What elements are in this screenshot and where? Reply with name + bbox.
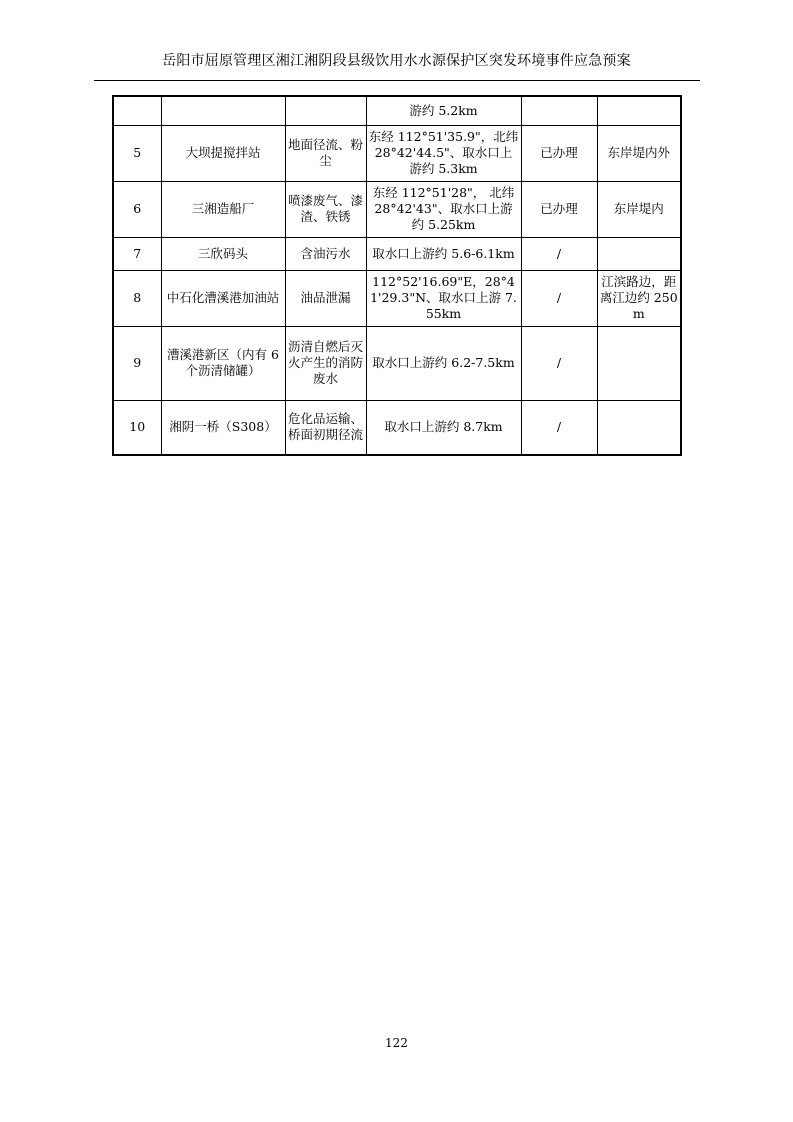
cell-index: 6 — [113, 181, 161, 237]
cell-index — [113, 96, 161, 125]
cell-location: 取水口上游约 5.6-6.1km — [366, 237, 521, 270]
table-row — [113, 125, 681, 181]
cell-location: 东经 112°51'28"， 北纬 28°42'43"、取水口上游约 5.25km — [366, 181, 521, 237]
cell-source-name: 三欣码头 — [161, 237, 285, 270]
cell-position — [597, 96, 681, 125]
cell-risk-type: 危化品运输、桥面初期径流 — [285, 400, 366, 455]
cell-source-name: 大坝提搅拌站 — [161, 125, 285, 181]
cell-permit: / — [521, 270, 597, 326]
cell-position — [597, 326, 681, 400]
cell-permit: 已办理 — [521, 181, 597, 237]
header-rule — [94, 80, 700, 81]
cell-permit: / — [521, 326, 597, 400]
table-row — [113, 96, 681, 125]
cell-position — [597, 237, 681, 270]
cell-permit: / — [521, 237, 597, 270]
cell-index: 10 — [113, 400, 161, 455]
cell-source-name: 漕溪港新区（内有 6 个沥清储罐） — [161, 326, 285, 400]
cell-index: 5 — [113, 125, 161, 181]
cell-risk-type: 含油污水 — [285, 237, 366, 270]
cell-permit: / — [521, 400, 597, 455]
table-row — [113, 181, 681, 237]
cell-position: 东岸堤内 — [597, 181, 681, 237]
cell-index: 9 — [113, 326, 161, 400]
pollution-source-table — [112, 95, 682, 456]
cell-permit — [521, 96, 597, 125]
cell-location: 112°52'16.69"E，28°41'29.3"N、取水口上游 7.55km — [366, 270, 521, 326]
cell-risk-type: 沥清自燃后灭火产生的消防废水 — [285, 326, 366, 400]
cell-index: 7 — [113, 237, 161, 270]
cell-permit: 已办理 — [521, 125, 597, 181]
cell-position: 江滨路边，距离江边约 250m — [597, 270, 681, 326]
cell-position — [597, 400, 681, 455]
cell-location: 取水口上游约 6.2-7.5km — [366, 326, 521, 400]
table-row — [113, 237, 681, 270]
table-row — [113, 270, 681, 326]
cell-source-name: 中石化漕溪港加油站 — [161, 270, 285, 326]
cell-source-name — [161, 96, 285, 125]
table-row — [113, 326, 681, 400]
cell-risk-type: 地面径流、粉尘 — [285, 125, 366, 181]
cell-source-name: 三湘造船厂 — [161, 181, 285, 237]
cell-source-name: 湘阴一桥（S308） — [161, 400, 285, 455]
table-row — [113, 400, 681, 455]
page-header-title: 岳阳市屈原管理区湘江湘阴段县级饮用水水源保护区突发环境事件应急预案 — [162, 53, 631, 69]
cell-location: 东经 112°51'35.9"，北纬 28°42'44.5"、取水口上游约 5.3km — [366, 125, 521, 181]
page-number: 122 — [385, 1036, 408, 1050]
cell-risk-type: 喷漆废气、漆渣、铁锈 — [285, 181, 366, 237]
cell-risk-type: 油品泄漏 — [285, 270, 366, 326]
cell-location: 取水口上游约 8.7km — [366, 400, 521, 455]
cell-location: 游约 5.2km — [366, 96, 521, 125]
cell-risk-type — [285, 96, 366, 125]
cell-index: 8 — [113, 270, 161, 326]
cell-position: 东岸堤内外 — [597, 125, 681, 181]
